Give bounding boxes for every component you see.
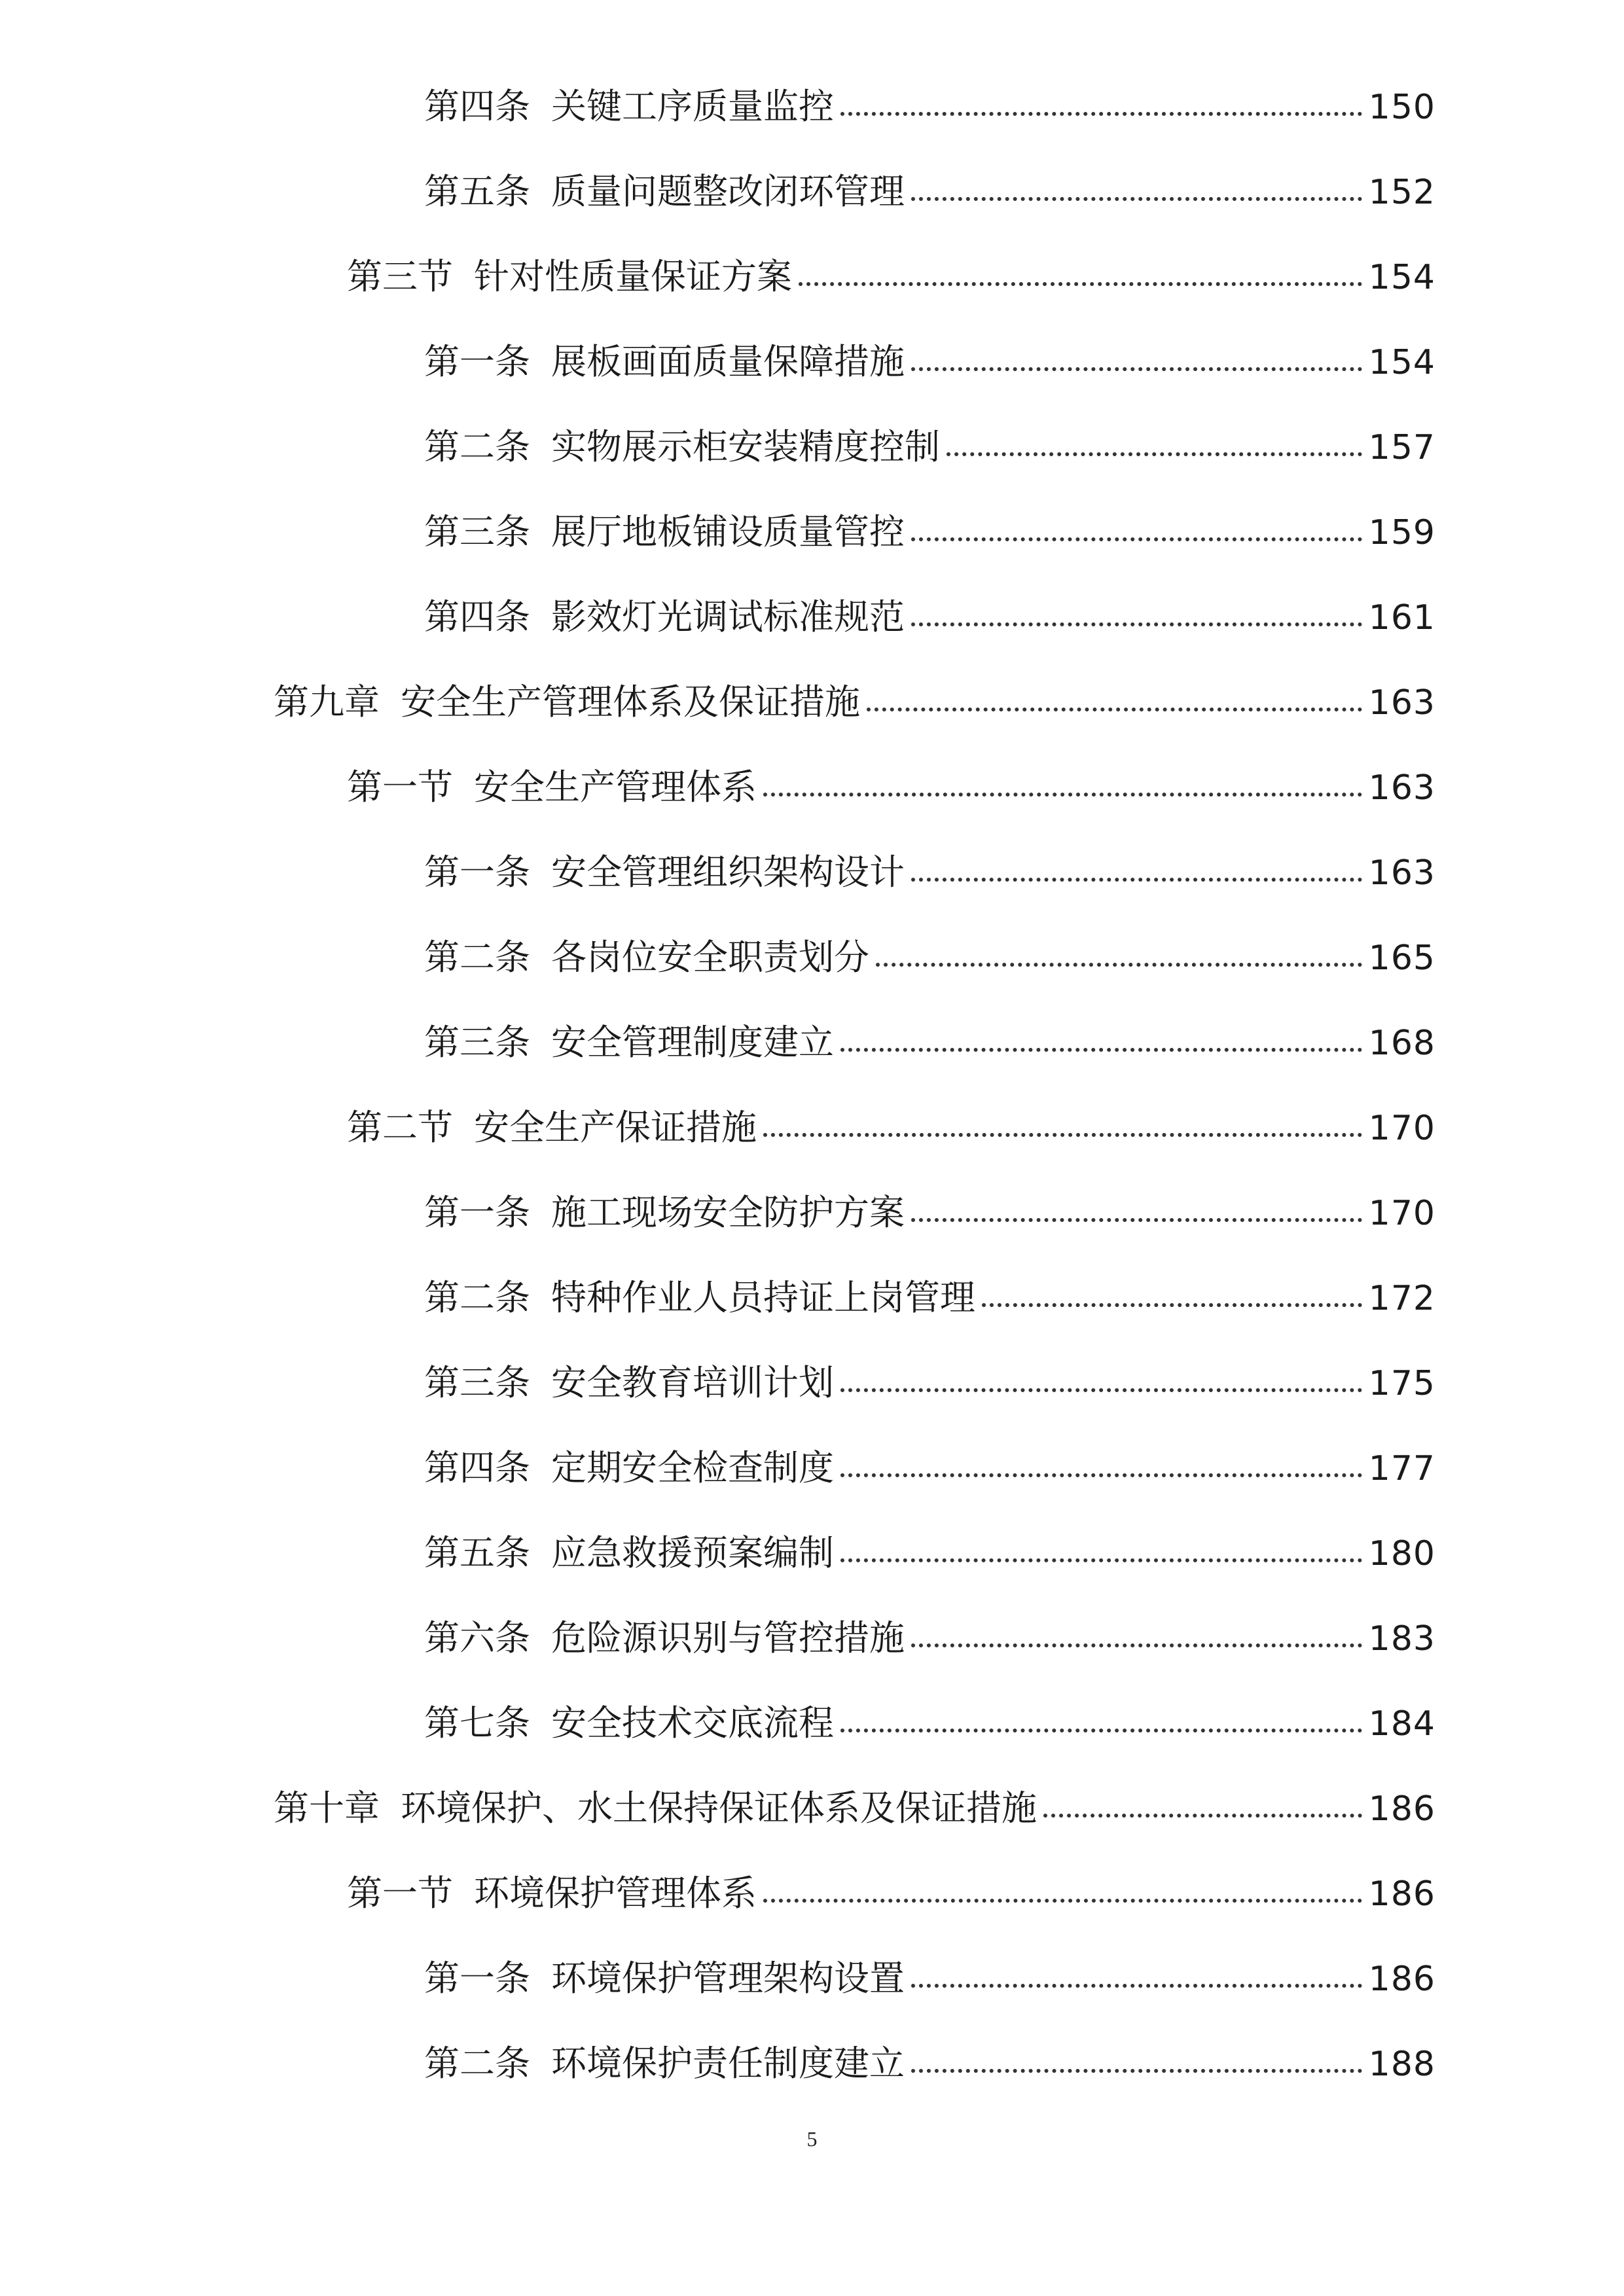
- toc-entry-title: 环境保护、水土保持保证体系及保证措施: [401, 1787, 1037, 1829]
- toc-entry-line: [424, 1277, 1624, 1318]
- toc-entry-title: 定期安全检查制度: [551, 1447, 834, 1488]
- dot-leader: [763, 1133, 1362, 1137]
- toc-entry-page: 154: [1368, 258, 1435, 297]
- dot-leader: [763, 1899, 1362, 1903]
- dot-leader: [840, 1048, 1362, 1052]
- toc-entry-page: 161: [1368, 598, 1435, 637]
- dot-leader: [947, 452, 1362, 456]
- toc-entry-number: 第一条: [424, 1192, 530, 1233]
- toc-entry-line: [424, 1192, 1624, 1233]
- toc-entry-title: 展厅地板铺设质量管控: [551, 511, 905, 552]
- toc-entry-number: 第三条: [424, 511, 530, 552]
- toc-entry-page: 183: [1368, 1619, 1435, 1659]
- toc-entry-line: [347, 766, 1624, 808]
- toc-entry-article[interactable]: [0, 319, 1624, 404]
- toc-entry-page: 159: [1368, 513, 1435, 552]
- toc-entry-title: 安全管理制度建立: [551, 1022, 834, 1063]
- toc-entry-line: [347, 1107, 1624, 1148]
- toc-entry-line: [424, 426, 1624, 467]
- toc-entry-page: 186: [1368, 1960, 1435, 1999]
- toc-entry-number: 第三条: [424, 1362, 530, 1403]
- dot-leader: [867, 708, 1362, 711]
- toc-entry-title: 特种作业人员持证上岗管理: [551, 1277, 975, 1318]
- dot-leader: [840, 112, 1362, 116]
- toc-entry-article[interactable]: [0, 1681, 1624, 1766]
- toc-entry-title: 环境保护管理架构设置: [551, 1958, 905, 1999]
- toc-entry-line: [424, 596, 1624, 637]
- dot-leader: [840, 1729, 1362, 1732]
- toc-entry-number: 第六条: [424, 1617, 530, 1659]
- toc-entry-page: 186: [1368, 1874, 1435, 1914]
- dot-leader: [840, 1473, 1362, 1477]
- dot-leader: [911, 1984, 1362, 1988]
- dot-leader: [911, 622, 1362, 626]
- toc-entry-title: 影效灯光调试标准规范: [551, 596, 905, 637]
- toc-entry-title: 实物展示柜安装精度控制: [551, 426, 940, 467]
- toc-entry-title: 施工现场安全防护方案: [551, 1192, 905, 1233]
- toc-entry-page: 177: [1368, 1449, 1435, 1488]
- toc-entry-article[interactable]: [0, 1936, 1624, 2021]
- toc-entry-page: 180: [1368, 1534, 1435, 1573]
- toc-entry-page: 163: [1368, 853, 1435, 893]
- toc-entry-line: [424, 852, 1624, 893]
- toc-entry-title: 质量问题整改闭环管理: [551, 171, 905, 212]
- toc-entry-number: 第三节: [347, 256, 453, 297]
- toc-entry-title: 环境保护责任制度建立: [551, 2043, 905, 2084]
- toc-entry-number: 第二条: [424, 937, 530, 978]
- toc-entry-page: 165: [1368, 939, 1435, 978]
- toc-entry-line: [424, 1447, 1624, 1488]
- toc-entry-page: 184: [1368, 1704, 1435, 1744]
- toc-entry-line: [424, 511, 1624, 552]
- toc-entry-article[interactable]: [0, 64, 1624, 149]
- toc-entry-title: 安全生产保证措施: [474, 1107, 757, 1148]
- toc-entry-number: 第七条: [424, 1702, 530, 1744]
- toc-entry-article[interactable]: [0, 1255, 1624, 1340]
- toc-entry-article[interactable]: [0, 2021, 1624, 2106]
- dot-leader: [982, 1303, 1362, 1307]
- toc-entry-line: [274, 1787, 1624, 1829]
- toc-entry-section[interactable]: [0, 1085, 1624, 1170]
- toc-entry-page: 170: [1368, 1109, 1435, 1148]
- toc-entry-line: [424, 2043, 1624, 2084]
- dot-leader: [799, 282, 1362, 286]
- toc-entry-title: 关键工序质量监控: [551, 86, 834, 127]
- dot-leader: [911, 537, 1362, 541]
- dot-leader: [911, 2069, 1362, 2073]
- toc-entry-article[interactable]: [0, 1596, 1624, 1681]
- dot-leader: [763, 793, 1362, 797]
- toc-entry-page: 175: [1368, 1364, 1435, 1403]
- toc-entry-line: [424, 86, 1624, 127]
- toc-entry-number: 第二条: [424, 2043, 530, 2084]
- toc-entry-number: 第一节: [347, 1873, 453, 1914]
- toc-entry-number: 第五条: [424, 1532, 530, 1573]
- toc-entry-line: [424, 1702, 1624, 1744]
- toc-entry-page: 172: [1368, 1279, 1435, 1318]
- toc-entry-title: 应急救援预案编制: [551, 1532, 834, 1573]
- dot-leader: [911, 367, 1362, 371]
- toc-entry-title: 安全教育培训计划: [551, 1362, 834, 1403]
- toc-entry-article[interactable]: [0, 915, 1624, 1000]
- toc-entry-page: 168: [1368, 1024, 1435, 1063]
- dot-leader: [911, 878, 1362, 882]
- toc-entry-line: [424, 1362, 1624, 1403]
- toc-entry-title: 安全技术交底流程: [551, 1702, 834, 1744]
- toc-entry-line: [424, 171, 1624, 212]
- toc-entry-number: 第一条: [424, 852, 530, 893]
- toc-entry-article[interactable]: [0, 1426, 1624, 1511]
- dot-leader: [911, 1218, 1362, 1222]
- toc-entry-number: 第九章: [274, 681, 380, 723]
- page-number: 5: [806, 2127, 818, 2151]
- toc-entry-page: 157: [1368, 428, 1435, 467]
- toc-entry-title: 安全生产管理体系: [474, 766, 757, 808]
- toc-entry-line: [424, 1022, 1624, 1063]
- dot-leader: [1043, 1814, 1362, 1818]
- toc-entry-page: 150: [1368, 88, 1435, 127]
- toc-entry-chapter[interactable]: [0, 1766, 1624, 1851]
- toc-entry-line: [424, 341, 1624, 382]
- toc-entry-article[interactable]: [0, 490, 1624, 575]
- dot-leader: [911, 1643, 1362, 1647]
- dot-leader: [876, 963, 1362, 967]
- toc-entry-title: 展板画面质量保障措施: [551, 341, 905, 382]
- toc-entry-line: [347, 256, 1624, 297]
- toc-entry-page: 170: [1368, 1194, 1435, 1233]
- toc-entry-number: 第一条: [424, 341, 530, 382]
- toc-entry-number: 第四条: [424, 1447, 530, 1488]
- toc-entry-title: 针对性质量保证方案: [474, 256, 792, 297]
- toc-entry-line: [347, 1873, 1624, 1914]
- toc-entry-number: 第一条: [424, 1958, 530, 1999]
- toc-entry-line: [274, 681, 1624, 723]
- toc-entry-number: 第四条: [424, 86, 530, 127]
- toc-entry-article[interactable]: [0, 1340, 1624, 1426]
- toc-entry-number: 第四条: [424, 596, 530, 637]
- toc-entry-line: [424, 1617, 1624, 1659]
- toc-entry-article[interactable]: [0, 1170, 1624, 1255]
- toc-entry-number: 第二条: [424, 426, 530, 467]
- toc-entry-number: 第二条: [424, 1277, 530, 1318]
- toc-entry-section[interactable]: [0, 234, 1624, 319]
- toc-entry-page: 152: [1368, 173, 1435, 212]
- dot-leader: [840, 1558, 1362, 1562]
- toc-entry-line: [424, 937, 1624, 978]
- toc-entry-article[interactable]: [0, 1000, 1624, 1085]
- toc-entry-page: 163: [1368, 768, 1435, 808]
- dot-leader: [840, 1388, 1362, 1392]
- toc-entry-title: 环境保护管理体系: [474, 1873, 757, 1914]
- toc-entry-line: [424, 1958, 1624, 1999]
- toc-entry-section[interactable]: [0, 745, 1624, 830]
- toc-entry-page: 188: [1368, 2045, 1435, 2084]
- toc-entry-title: 危险源识别与管控措施: [551, 1617, 905, 1659]
- dot-leader: [911, 197, 1362, 201]
- toc-entry-number: 第五条: [424, 171, 530, 212]
- toc-entry-number: 第一节: [347, 766, 453, 808]
- toc-entry-line: [424, 1532, 1624, 1573]
- toc-entry-section[interactable]: [0, 1851, 1624, 1936]
- toc-entry-title: 各岗位安全职责划分: [551, 937, 869, 978]
- toc-entry-chapter[interactable]: [0, 660, 1624, 745]
- toc-entry-page: 186: [1368, 1789, 1435, 1829]
- toc-entry-article[interactable]: [0, 404, 1624, 490]
- toc-entry-article[interactable]: [0, 575, 1624, 660]
- toc-entry-page: 163: [1368, 683, 1435, 723]
- toc-entry-article[interactable]: [0, 830, 1624, 915]
- toc-entry-title: 安全管理组织架构设计: [551, 852, 905, 893]
- toc-entry-article[interactable]: [0, 1511, 1624, 1596]
- toc-entry-title: 安全生产管理体系及保证措施: [401, 681, 860, 723]
- toc-entry-number: 第十章: [274, 1787, 380, 1829]
- table-of-contents: [0, 64, 1624, 2106]
- toc-entry-number: 第二节: [347, 1107, 453, 1148]
- toc-entry-number: 第三条: [424, 1022, 530, 1063]
- toc-entry-article[interactable]: [0, 149, 1624, 234]
- toc-entry-page: 154: [1368, 343, 1435, 382]
